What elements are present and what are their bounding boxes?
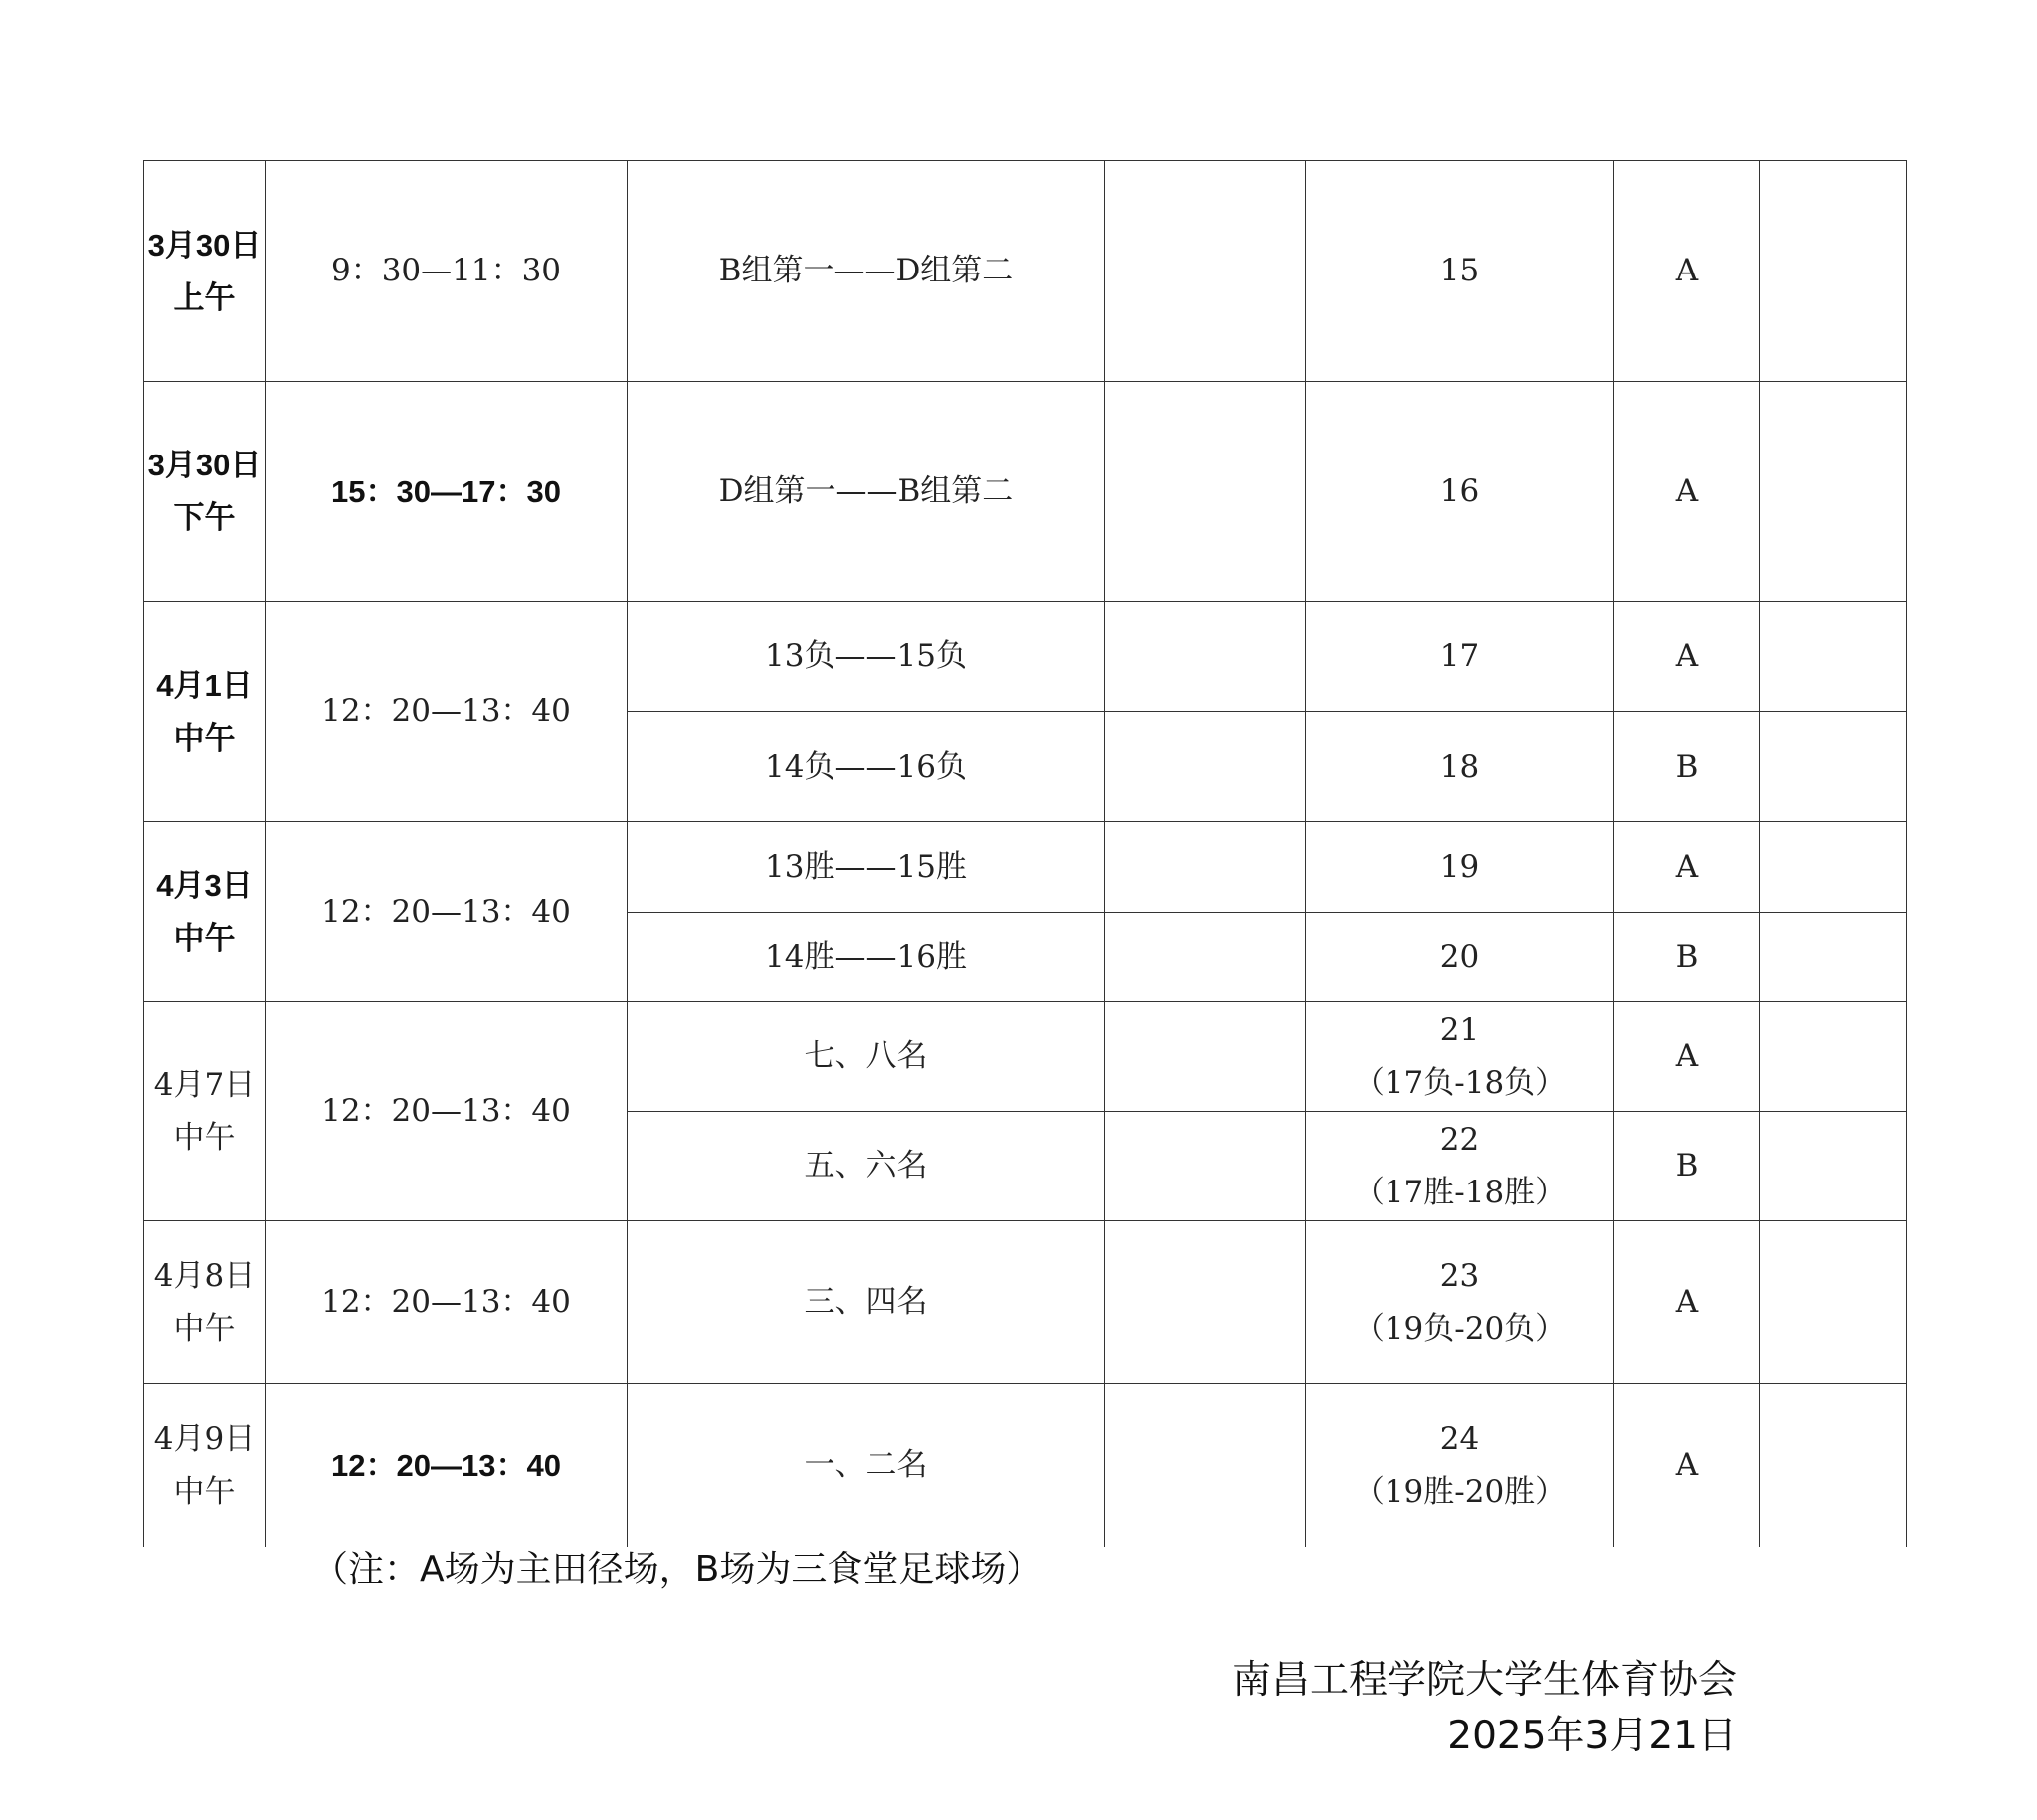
match-number-cell: 15 — [1306, 161, 1614, 382]
blank-cell — [1105, 1112, 1306, 1221]
time-cell: 12：20—13：40 — [266, 602, 628, 822]
match-number-cell: 16 — [1306, 382, 1614, 602]
schedule-table — [143, 160, 1907, 1547]
match-number-cell: 18 — [1306, 712, 1614, 822]
extra-cell — [1760, 712, 1907, 822]
venue-cell: A — [1614, 1384, 1760, 1547]
organization-name: 南昌工程学院大学生体育协会 — [1231, 1658, 1737, 1703]
blank-cell — [1105, 382, 1306, 602]
issue-date: 2025年3月21日 — [1447, 1714, 1737, 1758]
blank-cell — [1105, 1002, 1306, 1112]
blank-cell — [1105, 822, 1306, 913]
blank-cell — [1105, 161, 1306, 382]
venue-cell: A — [1614, 1002, 1760, 1112]
match-number: 22 — [1439, 1121, 1480, 1158]
extra-cell — [1760, 822, 1907, 913]
match-number-cell — [1306, 1112, 1614, 1221]
match-cell: 14负——16负 — [628, 712, 1105, 822]
time-cell: 12：20—13：40 — [266, 1002, 628, 1221]
table-row — [144, 1384, 1907, 1547]
date-cell: 4月1日中午 — [144, 602, 266, 822]
venue-cell: B — [1614, 913, 1760, 1002]
blank-cell — [1105, 1221, 1306, 1384]
blank-cell — [1105, 1384, 1306, 1547]
time-cell: 9：30—11：30 — [266, 161, 628, 382]
time-cell: 12：20—13：40 — [266, 822, 628, 1002]
match-cell: 三、四名 — [628, 1221, 1105, 1384]
date-cell: 4月9日中午 — [144, 1384, 266, 1547]
table-row — [144, 1221, 1907, 1384]
date-cell: 4月7日中午 — [144, 1002, 266, 1221]
date-cell: 3月30日下午 — [144, 382, 266, 602]
match-number-cell: 20 — [1306, 913, 1614, 1002]
match-number-cell: 19 — [1306, 822, 1614, 913]
extra-cell — [1760, 382, 1907, 602]
table-row — [144, 602, 1907, 712]
venue-cell: B — [1614, 1112, 1760, 1221]
match-number-note: （17胜-18胜） — [1353, 1174, 1567, 1210]
match-number-cell — [1306, 1384, 1614, 1547]
match-cell: 七、八名 — [628, 1002, 1105, 1112]
match-cell: B组第一——D组第二 — [628, 161, 1105, 382]
match-cell: 五、六名 — [628, 1112, 1105, 1221]
extra-cell — [1760, 1002, 1907, 1112]
extra-cell — [1760, 602, 1907, 712]
match-cell: 一、二名 — [628, 1384, 1105, 1547]
match-cell: D组第一——B组第二 — [628, 382, 1105, 602]
match-number-note: （19胜-20胜） — [1353, 1473, 1567, 1510]
match-cell: 13胜——15胜 — [628, 822, 1105, 913]
time-cell: 12：20—13：40 — [266, 1384, 628, 1547]
extra-cell — [1760, 1221, 1907, 1384]
table-row — [144, 382, 1907, 602]
match-number: 24 — [1439, 1420, 1480, 1457]
table-row — [144, 1002, 1907, 1112]
venue-cell: A — [1614, 1221, 1760, 1384]
venue-cell: A — [1614, 602, 1760, 712]
extra-cell — [1760, 161, 1907, 382]
venue-cell: A — [1614, 822, 1760, 913]
blank-cell — [1105, 712, 1306, 822]
date-cell: 3月30日上午 — [144, 161, 266, 382]
match-number-cell — [1306, 1221, 1614, 1384]
venue-cell: B — [1614, 712, 1760, 822]
match-number: 21 — [1439, 1011, 1480, 1048]
date-cell: 4月8日中午 — [144, 1221, 266, 1384]
schedule-body — [144, 161, 1907, 1547]
venue-cell: A — [1614, 382, 1760, 602]
table-row — [144, 161, 1907, 382]
blank-cell — [1105, 602, 1306, 712]
extra-cell — [1760, 1384, 1907, 1547]
match-number: 23 — [1439, 1257, 1480, 1294]
match-number-note: （17负-18负） — [1353, 1064, 1567, 1101]
match-number-cell: 17 — [1306, 602, 1614, 712]
extra-cell — [1760, 913, 1907, 1002]
blank-cell — [1105, 913, 1306, 1002]
venue-note: （注：A场为主田径场，B场为三食堂足球场） — [312, 1549, 1042, 1590]
table-row — [144, 822, 1907, 913]
time-cell: 12：20—13：40 — [266, 1221, 628, 1384]
time-cell: 15：30—17：30 — [266, 382, 628, 602]
match-cell: 14胜——16胜 — [628, 913, 1105, 1002]
match-number-note: （19负-20负） — [1353, 1310, 1567, 1347]
match-number-cell — [1306, 1002, 1614, 1112]
match-cell: 13负——15负 — [628, 602, 1105, 712]
venue-cell: A — [1614, 161, 1760, 382]
date-cell: 4月3日中午 — [144, 822, 266, 1002]
extra-cell — [1760, 1112, 1907, 1221]
signature-block — [1232, 1653, 1737, 1764]
